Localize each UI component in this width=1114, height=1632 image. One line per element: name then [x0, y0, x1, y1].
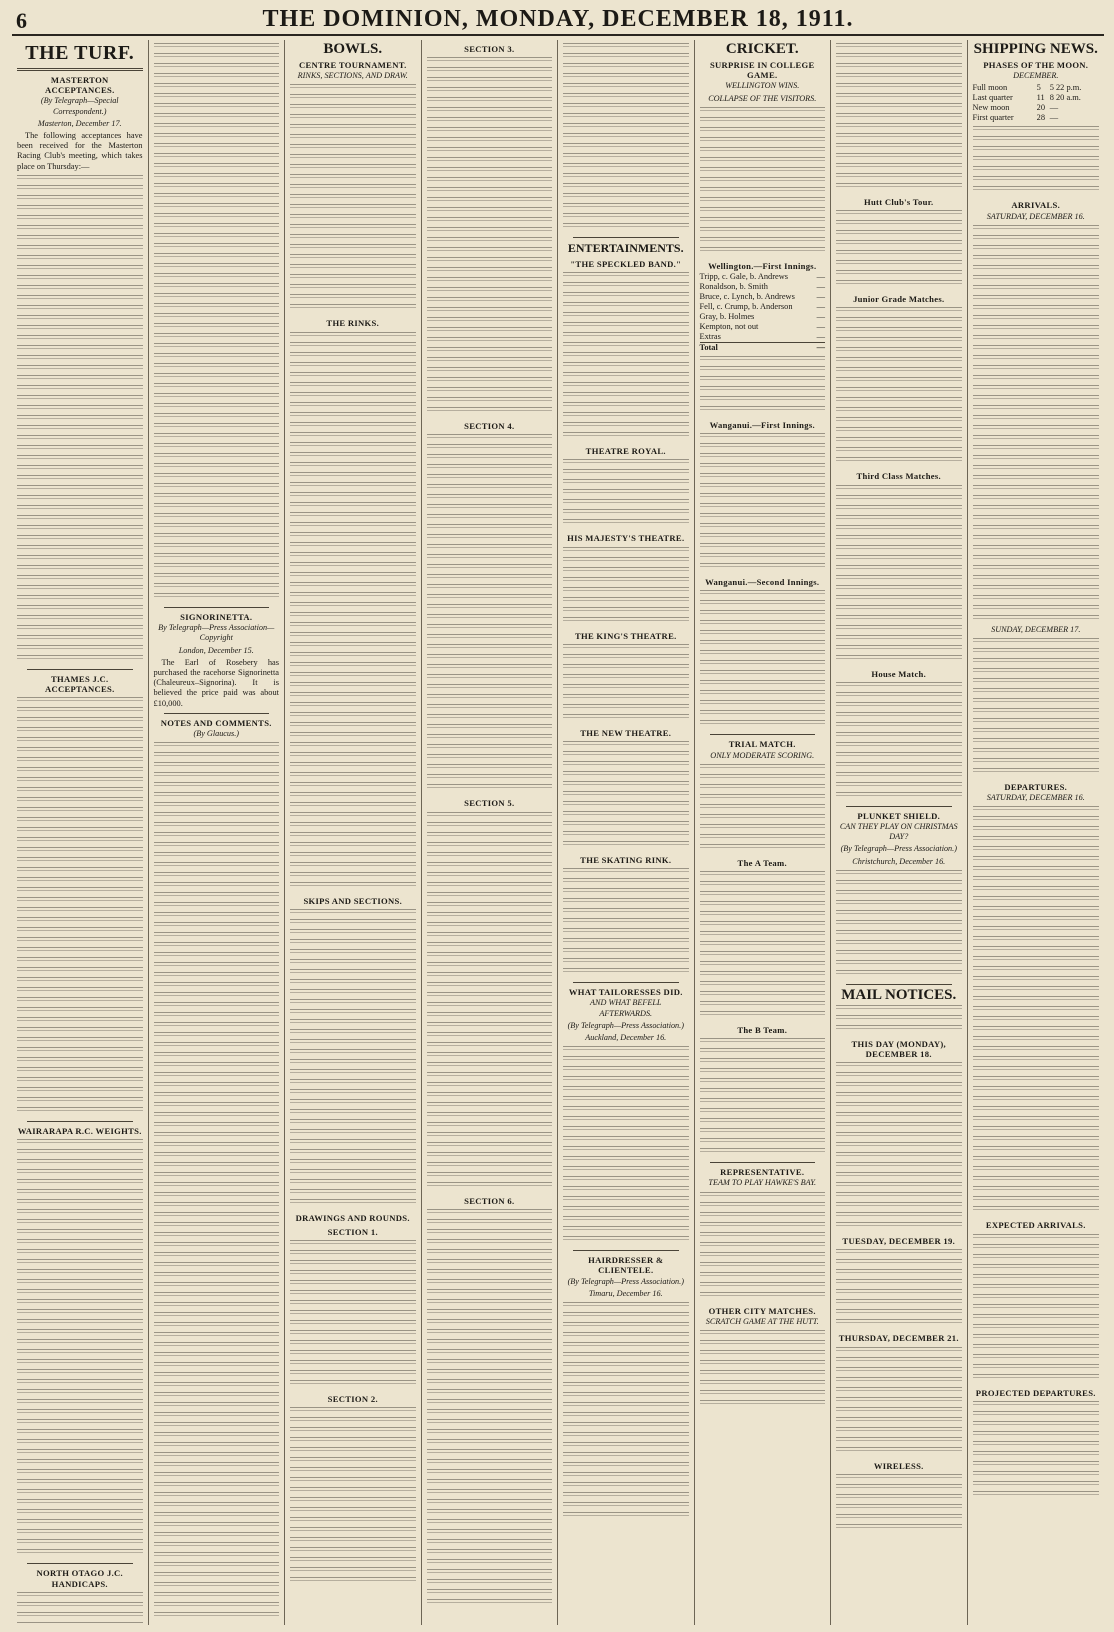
- entertainments-heading: ENTERTAINMENTS.: [567, 241, 684, 255]
- divider: [164, 607, 270, 608]
- section-4-heading: SECTION 4.: [464, 421, 515, 432]
- his-majestys-heading: HIS MAJESTY'S THEATRE.: [567, 533, 685, 544]
- moon-row: Full moon 5 5 22 p.m.: [972, 83, 1082, 93]
- masterton-dateline: Masterton, December 17.: [37, 118, 122, 128]
- rinks-heading: THE RINKS.: [326, 318, 380, 329]
- text-block: [973, 1234, 1100, 1384]
- divider: [710, 734, 816, 735]
- text-block: [700, 1192, 826, 1302]
- expected-heading: EXPECTED ARRIVALS.: [985, 1220, 1086, 1231]
- masthead: [12, 4, 1104, 36]
- junior-heading: Junior Grade Matches.: [853, 294, 945, 305]
- tailoresses-heading: WHAT TAILORESSES DID.: [568, 987, 683, 998]
- turf-heading: THE TURF.: [25, 42, 135, 64]
- arrivals-heading: ARRIVALS.: [1011, 200, 1061, 211]
- columns: [12, 40, 1104, 1625]
- score-row: Extras —: [699, 332, 825, 342]
- tailoresses-sub: AND WHAT BEFELL AFTERWARDS.: [590, 998, 662, 1018]
- text-block: [563, 1046, 689, 1246]
- speckled-band-heading: "THE SPECKLED BAND.": [570, 259, 682, 269]
- column-2: [149, 40, 286, 1625]
- divider: [27, 1121, 133, 1122]
- rep-sub: TEAM TO PLAY HAWKE'S BAY.: [708, 1178, 817, 1188]
- column-4: [422, 40, 559, 1625]
- mail-sub: THIS DAY (MONDAY), DECEMBER 18.: [851, 1038, 946, 1060]
- score-row: Tripp, c. Gale, b. Andrews —: [699, 272, 825, 282]
- skips-heading: SKIPS AND SECTIONS.: [303, 895, 403, 906]
- text-block: [563, 868, 689, 978]
- other-sub: SCRATCH GAME AT THE HUTT.: [705, 1316, 819, 1326]
- plunket-dateline: Christchurch, December 16.: [852, 856, 946, 866]
- shipping-heading: SHIPPING NEWS.: [973, 41, 1098, 57]
- hutt-heading: Hutt Club's Tour.: [863, 197, 934, 207]
- text-block: [154, 742, 280, 1622]
- drawings-heading: DRAWINGS AND ROUNDS.: [295, 1212, 410, 1223]
- section-3-heading: SECTION 3.: [464, 44, 515, 54]
- third-class-heading: Third Class Matches.: [856, 471, 942, 482]
- text-block: [563, 1302, 689, 1522]
- moon-phases-table: [973, 83, 1100, 123]
- masterton-intro: The following acceptances have been received for the Masterton Racing Club's meeting, which takes place on Thursday:—: [17, 131, 143, 171]
- text-block: [427, 57, 553, 417]
- divider: [573, 237, 679, 238]
- text-block: [290, 1407, 416, 1587]
- moon-row: First quarter 28 —: [972, 113, 1059, 123]
- moon-row: Last quarter 11 8 20 a.m.: [972, 93, 1081, 103]
- team-a-heading: The A Team.: [737, 857, 787, 868]
- text-block: [836, 1474, 962, 1534]
- plunket-heading: PLUNKET SHIELD.: [857, 810, 941, 821]
- text-block: [836, 43, 962, 193]
- text-block: [700, 433, 826, 573]
- column-3: [285, 40, 422, 1625]
- hairdresser-dateline: Timaru, December 16.: [588, 1288, 663, 1298]
- score-row: Kempton, not out —: [699, 322, 825, 332]
- innings-2-heading: Wanganui.—First Innings.: [709, 420, 815, 431]
- arrivals-sub: SATURDAY, DECEMBER 16.: [986, 211, 1085, 221]
- divider: [17, 68, 143, 71]
- column-1: [12, 40, 149, 1625]
- text-block: [290, 332, 416, 892]
- score-row: Ronaldson, b. Smith —: [699, 282, 825, 292]
- text-block: [17, 1139, 143, 1559]
- other-heading: OTHER CITY MATCHES.: [708, 1305, 816, 1316]
- page-number: 6: [16, 8, 27, 33]
- house-heading: House Match.: [871, 668, 927, 679]
- mail-sub2: TUESDAY, DECEMBER 19.: [842, 1236, 956, 1247]
- trial-heading: TRIAL MATCH.: [728, 739, 796, 750]
- wireless-heading: WIRELESS.: [873, 1460, 924, 1471]
- thames-heading: THAMES J.C. ACCEPTANCES.: [44, 673, 115, 695]
- total-row: Total —: [699, 343, 825, 353]
- plunket-byline: (By Telegraph—Press Association.): [840, 844, 957, 854]
- text-block: [563, 547, 689, 627]
- text-block: [563, 741, 689, 851]
- moon-row: New moon 20 —: [972, 103, 1059, 113]
- score-row: Fell, c. Crump, b. Anderson —: [699, 302, 825, 312]
- text-block: [836, 1347, 962, 1457]
- text-block: [836, 682, 962, 802]
- new-theatre-heading: THE NEW THEATRE.: [580, 727, 672, 738]
- text-block: [836, 1062, 962, 1232]
- innings-1-heading: Wellington.—First Innings.: [708, 260, 817, 271]
- column-8: [968, 40, 1105, 1625]
- column-6: [695, 40, 832, 1625]
- column-5: [558, 40, 695, 1625]
- north-otago-heading: NORTH OTAGO J.C. HANDICAPS.: [36, 1568, 123, 1589]
- text-block: [700, 590, 826, 730]
- text-block: [973, 126, 1100, 196]
- text-block: [563, 644, 689, 724]
- text-block: [563, 43, 689, 233]
- scorecard: [700, 272, 826, 353]
- team-b-heading: The B Team.: [737, 1025, 788, 1036]
- text-block: [17, 175, 143, 665]
- text-block: [700, 1038, 826, 1158]
- tailoresses-byline: (By Telegraph—Press Association.): [567, 1020, 684, 1030]
- text-block: [700, 1330, 826, 1410]
- mail-heading: MAIL NOTICES.: [841, 986, 957, 1003]
- section-2-heading: SECTION 2.: [327, 1394, 378, 1405]
- divider: [846, 806, 952, 807]
- text-block: [836, 870, 962, 980]
- moon-heading: PHASES OF THE MOON.: [983, 60, 1089, 70]
- text-block: [563, 459, 689, 529]
- score-row: Bruce, c. Lynch, b. Andrews —: [699, 292, 825, 302]
- notes-byline: (By Glaucus.): [193, 729, 239, 739]
- text-block: [836, 1249, 962, 1329]
- section-1-heading: SECTION 1.: [327, 1227, 378, 1238]
- masterton-byline: (By Telegraph—Special Correspondent.): [40, 96, 119, 116]
- departures-sub: SATURDAY, DECEMBER 16.: [986, 793, 1085, 803]
- departures-heading: DEPARTURES.: [1004, 782, 1068, 793]
- theatre-royal-heading: THEATRE ROYAL.: [585, 446, 666, 457]
- text-block: [17, 697, 143, 1117]
- masterton-heading: MASTERTON ACCEPTANCES.: [44, 75, 115, 96]
- text-block: [836, 307, 962, 467]
- divider: [27, 1563, 133, 1564]
- tailoresses-dateline: Auckland, December 16.: [585, 1033, 667, 1043]
- text-block: [700, 356, 826, 416]
- skating-rink-heading: THE SKATING RINK.: [580, 855, 672, 866]
- text-block: [836, 210, 962, 290]
- signorinetta-byline: By Telegraph—Press Association—Copyright: [158, 623, 275, 643]
- text-block: [154, 43, 280, 603]
- divider: [573, 1250, 679, 1251]
- text-block: [836, 1005, 962, 1035]
- hairdresser-byline: (By Telegraph—Press Association.): [567, 1276, 684, 1286]
- divider: [27, 669, 133, 670]
- divider: [846, 984, 952, 985]
- rep-heading: REPRESENTATIVE.: [720, 1167, 805, 1178]
- bowls-heading: BOWLS.: [323, 41, 383, 57]
- signorinetta-text: The Earl of Rosebery has purchased the racehorse Signorinetta (Chaleureux–Signorina). It is believed the price paid was about £10,000.: [153, 657, 279, 708]
- text-block: [427, 1209, 553, 1609]
- innings-3-heading: Wanganui.—Second Innings.: [705, 577, 820, 588]
- text-block: [563, 272, 689, 442]
- cricket-heading: CRICKET.: [725, 41, 799, 57]
- text-block: [973, 806, 1100, 1216]
- text-block: [290, 84, 416, 314]
- text-block: [973, 1401, 1100, 1501]
- text-block: [836, 485, 962, 665]
- section-6-heading: SECTION 6.: [464, 1195, 515, 1206]
- kings-theatre-heading: THE KING'S THEATRE.: [574, 630, 677, 641]
- cricket-sub: SURPRISE IN COLLEGE GAME.: [709, 60, 815, 81]
- cricket-sub2: WELLINGTON WINS.: [725, 81, 800, 91]
- projected-heading: PROJECTED DEPARTURES.: [975, 1387, 1096, 1398]
- signorinetta-heading: SIGNORINETTA.: [180, 612, 253, 622]
- text-block: [700, 871, 826, 1021]
- text-block: [973, 225, 1100, 625]
- section-5-heading: SECTION 5.: [464, 798, 515, 809]
- divider: [164, 713, 270, 714]
- score-row: Gray, b. Holmes —: [699, 312, 825, 322]
- bowls-sub: CENTRE TOURNAMENT.: [298, 60, 407, 70]
- plunket-sub: CAN THEY PLAY ON CHRISTMAS DAY?: [839, 822, 958, 842]
- text-block: [427, 812, 553, 1192]
- text-block: [973, 638, 1100, 778]
- text-block: [290, 909, 416, 1209]
- wairarapa-heading: WAIRARAPA R.C. WEIGHTS.: [17, 1126, 142, 1137]
- sunday-sub: SUNDAY, DECEMBER 17.: [991, 624, 1081, 634]
- text-block: [17, 1592, 143, 1625]
- trial-sub: ONLY MODERATE SCORING.: [710, 750, 815, 760]
- text-block: [700, 764, 826, 854]
- divider: [710, 1162, 816, 1163]
- column-7: [831, 40, 968, 1625]
- hairdresser-heading: HAIRDRESSER & CLIENTELE.: [588, 1255, 664, 1276]
- cricket-sub3: COLLAPSE OF THE VISITORS.: [708, 93, 817, 103]
- notes-heading: NOTES AND COMMENTS.: [160, 717, 272, 728]
- text-block: [427, 434, 553, 794]
- moon-month: DECEMBER.: [1013, 71, 1059, 81]
- text-block: [290, 1240, 416, 1390]
- text-block: [700, 107, 826, 257]
- mail-sub3: THURSDAY, DECEMBER 21.: [838, 1333, 959, 1344]
- bowls-sub2: RINKS, SECTIONS, AND DRAW.: [297, 71, 408, 81]
- divider: [573, 982, 679, 983]
- signorinetta-dateline: London, December 15.: [178, 645, 254, 655]
- newspaper-title: THE DOMINION, MONDAY, DECEMBER 18, 1911.: [262, 6, 854, 32]
